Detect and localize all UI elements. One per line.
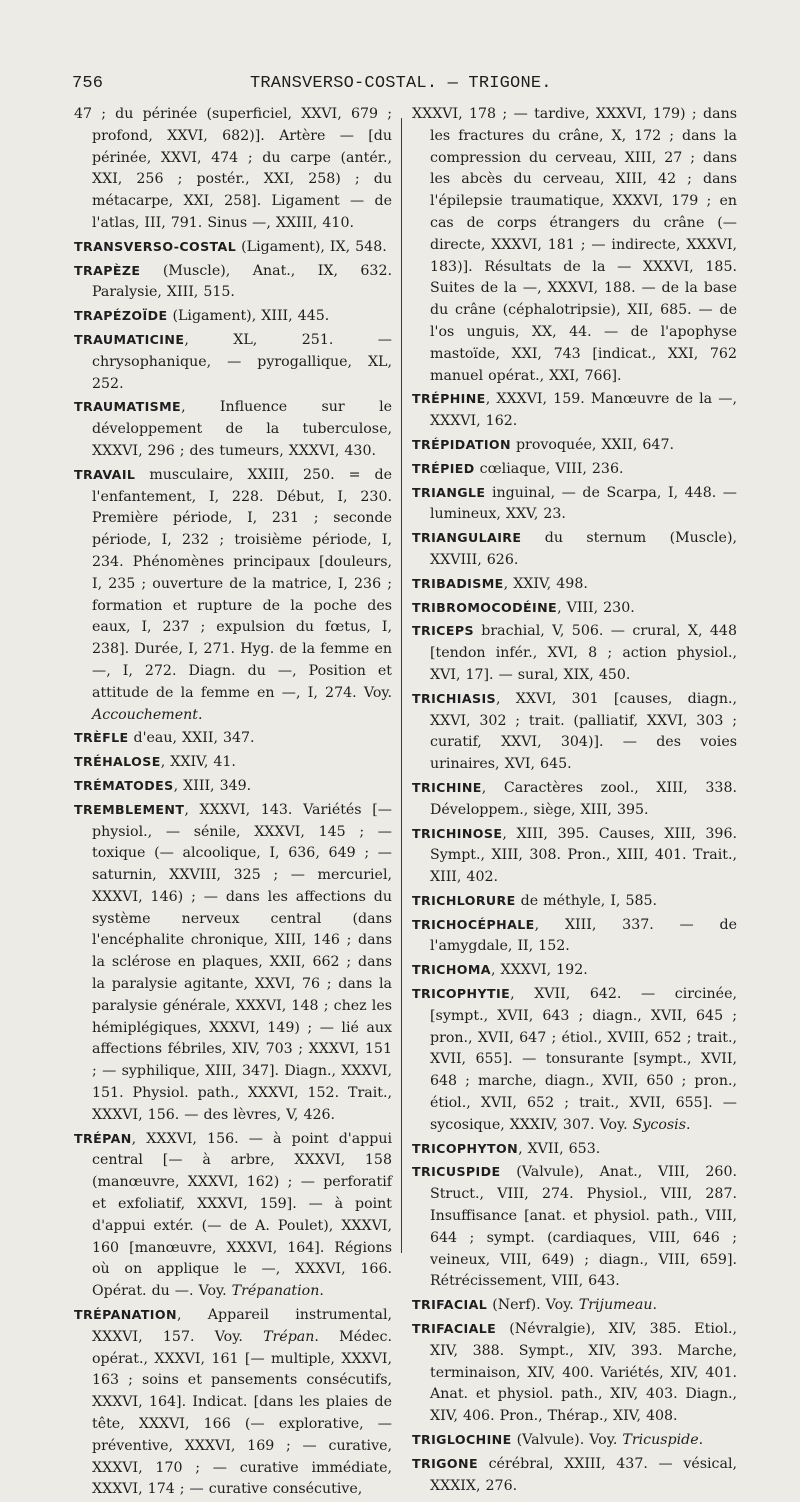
index-entry [412, 527, 737, 572]
index-entry [412, 1161, 737, 1293]
index-entry [412, 959, 737, 982]
entry-headword: TRÉPHINE [412, 391, 486, 407]
entry-tail: . [652, 1297, 658, 1314]
index-entry [412, 597, 737, 620]
entry-text: , Caractères zool., XIII, 338. Développem., siège, XIII, 395. [430, 779, 737, 818]
entry-text: , Influence sur le développement de la tuberculose, XXXVI, 296 ; des tumeurs, XXXVI, 430. [92, 399, 392, 459]
index-entry [74, 260, 392, 305]
index-entry [412, 1318, 737, 1428]
index-entry [74, 751, 392, 774]
entry-text: brachial, V, 506. — crural, X, 448 [tendon infér., XVI, 8 ; action physiol., XVI, 17]. — sural, XIX, 450. [430, 623, 737, 683]
entry-cross-reference: Trépan [263, 1328, 315, 1345]
entry-text: , XXXVI, 159. Manœuvre de la —, XXXVI, 162. [430, 391, 737, 430]
entry-text: , XIII, 337. — de l'amygdale, II, 152. [430, 916, 737, 955]
entry-text: , XXXVI, 156. — à point d'appui central [— à arbre, XXXVI, 158 (manœuvre, XXXVI, 162) ; — perforatif et exfoliatif, XXXVI, 159]. — à point d'appui extér. (— de A. Poulet), XXXVI, 160 [manœuvre, XXXVI, 164]. Régions où on applique le —, XXXVI, 166. Opérat. du —. Voy. [92, 1130, 392, 1300]
entry-headword: TRIGLOCHINE [412, 1432, 512, 1448]
index-entry [412, 823, 737, 889]
entry-text: inguinal, — de Scarpa, I, 448. — lumineux, XXV, 23. [430, 484, 737, 523]
entry-text: , XXXVI, 143. Variétés [— physiol., — sénile, XXXVI, 145 ; — toxique (— alcoolique, I, 636, 649 ; — saturnin, XXVIII, 325 ; — mercuriel, XXXVI, 146) ; — dans les affections du système nerveux central (dans l'encéphalite chronique, XIII, 146 ; dans la sclérose en plaques, XXII, 662 ; dans la paralysie agitante, XXVI, 76 ; dans la paralysie générale, XXXVI, 148 ; chez les hémiplégiques, XXXVI, 149) ; — lié aux affections fébriles, XIV, 703 ; XXXVI, 151 ; — syphilique, XIII, 347]. Diagn., XXXVI, 151. Physiol. path., XXXVI, 152. Trait., XXXVI, 156. — des lèvres, V, 426. [92, 801, 392, 1123]
entry-text: , XVII, 642. — circinée, [sympt., XVII, 643 ; diagn., XVII, 645 ; pron., XVII, 647 ; étiol., XVIII, 652 ; trait., XVII, 655]. — tonsurante [sympt., XVII, 648 ; marche, diagn., XVII, 650 ; pron., étiol., XVII, 652 ; trait., XVII, 655]. — sycosique, XXXIV, 307. Voy. [430, 986, 737, 1133]
entry-headword: TRANSVERSO-COSTAL [74, 238, 237, 254]
index-entry [412, 1453, 737, 1498]
column-divider [401, 118, 402, 1253]
entry-text: , XL, 251. — chrysophanique, — pyrogallique, XL, 252. [92, 331, 392, 392]
entry-text: , XXIV, 498. [503, 575, 588, 592]
entry-headword: TRICHOCÉPHALE [412, 916, 535, 932]
index-entry [412, 482, 737, 527]
entry-headword: TRICHIASIS [412, 690, 497, 706]
entry-cross-reference: Trijumeau [578, 1297, 653, 1314]
entry-headword: TRIBADISME [412, 575, 504, 591]
entry-text: (Nerf). Voy. [487, 1297, 579, 1314]
index-entry [74, 236, 392, 259]
entry-headword: TRIBROMOCODÉINE [412, 599, 558, 615]
entry-headword: TRÉMATODES [74, 777, 174, 793]
entry-headword: TRICOPHYTON [412, 1140, 519, 1156]
index-entry [412, 573, 737, 596]
index-entry [74, 305, 392, 328]
entry-headword: TRICUSPIDE [412, 1164, 501, 1180]
entry-headword: TRICHOMA [412, 962, 491, 978]
index-entry [74, 775, 392, 798]
entry-headword: TRAUMATICINE [74, 331, 185, 347]
entry-headword: TRICHINE [412, 779, 482, 795]
entry-text: , VIII, 230. [557, 599, 635, 616]
entry-headword: TRIANGLE [412, 484, 486, 500]
entry-headword: TRIFACIAL [412, 1297, 488, 1313]
index-entry [74, 1128, 392, 1303]
entry-headword: TRAPÈZE [74, 262, 141, 278]
index-entry [412, 1138, 737, 1161]
index-entry [412, 620, 737, 686]
index-entry [412, 983, 737, 1137]
entry-cross-reference: Accouchement [92, 706, 198, 723]
entry-cross-reference: Trépanation [231, 1283, 320, 1300]
entry-headword: TRICHINOSE [412, 825, 503, 841]
entry-text: (Muscle), Anat., IX, 632. Paralysie, XIII, 515. [92, 262, 392, 301]
page-header [72, 74, 762, 100]
index-entry [74, 1304, 392, 1501]
entry-text: , XXVI, 301 [causes, diagn., XXVI, 302 ; trait. (palliatif, XXVI, 303 ; curatif, XXVI, 304)]. — des voies urinaires, XVI, 645. [430, 690, 737, 773]
index-entry [74, 396, 392, 462]
entry-headword: TRAUMATISME [74, 399, 182, 415]
index-entry [412, 104, 737, 387]
entry-tail: . Médec. opérat., XXXVI, 161 [— multiple, XXXVI, 163 ; soins et pansements consécutifs, XXXVI, 164]. Indicat. [dans les plaies de tête, XXXVI, 166 (— explorative, — préventive, XXXVI, 169 ; — curative, XXXVI, 170 ; — curative immédiate, XXXVI, 174 ; — curative consécutive, [92, 1328, 392, 1498]
entry-headword: TRAVAIL [74, 466, 136, 482]
index-entry [412, 688, 737, 776]
right-column [412, 104, 737, 1498]
index-entry [74, 329, 392, 395]
entry-text: , XIII, 395. Causes, XIII, 396. Sympt., XIII, 308. Pron., XIII, 401. Trait., XIII, 402. [430, 825, 737, 886]
entry-headword: TRÉPIDATION [412, 436, 511, 452]
index-entry [412, 458, 737, 481]
index-entry [74, 104, 392, 235]
page-number: 756 [72, 74, 104, 93]
entry-cross-reference: Tricuspide [622, 1432, 699, 1449]
entry-text: , Appareil instrumental, XXXVI, 157. Voy. [92, 1307, 392, 1345]
entry-text: musculaire, XXIII, 250. = de l'enfantement, I, 228. Début, I, 230. Première période, I, 231 ; seconde période, I, 232 ; troisième période, I, 234. Phénomènes principaux [douleurs, I, 235 ; ouverture de la matrice, I, 236 ; formation et rupture de la poche des eaux, I, 237 ; expulsion du fœtus, I, 238]. Durée, I, 271. Hyg. de la femme en —, I, 272. Diagn. du —, Position et attitude de la femme en —, I, 274. Voy. [92, 466, 392, 701]
entry-headword: TRÉPAN [74, 1130, 132, 1146]
entry-text: cérébral, XXIII, 437. — vésical, XXXIX, 276. [430, 1455, 737, 1494]
entry-headword: TRAPÉZOÏDE [74, 308, 168, 324]
index-entry [412, 1429, 737, 1452]
entry-headword: TRIGONE [412, 1455, 478, 1471]
index-entry [74, 727, 392, 750]
entry-text: 47 ; du périnée (superficiel, XXVI, 679 ; profond, XXVI, 682)]. Artère — [du périnée, XXVI, 474 ; du carpe (antér., XXI, 256 ; postér., XXI, 258) ; du métacarpe, XXI, 258]. Ligament — de l'atlas, III, 791. Sinus —, XXIII, 410. [74, 106, 392, 231]
entry-text: (Valvule). Voy. [511, 1432, 623, 1449]
entry-tail: . [319, 1283, 324, 1300]
entry-headword: TRIFACIALE [412, 1321, 497, 1337]
entry-text: , XIII, 349. [173, 777, 252, 794]
entry-headword: TRIANGULAIRE [412, 530, 522, 546]
entry-text: , XXXVI, 192. [490, 962, 588, 979]
index-entry [412, 890, 737, 913]
entry-text: (Névralgie), XIV, 385. Etiol., XIV, 388. Sympt., XIV, 393. Marche, terminaison, XIV, 400. Variétés, XIV, 401. Anat. et physiol. path., XIV, 403. Diagn., XIV, 406. Pron., Thérap., XIV, 408. [430, 1321, 737, 1425]
entry-tail: . [686, 1116, 691, 1133]
index-entry [412, 777, 737, 822]
entry-text: provoquée, XXII, 647. [510, 436, 674, 453]
entry-text: cœliaque, VIII, 236. [474, 460, 624, 477]
index-entry [412, 434, 737, 457]
entry-headword: TRÉPIED [412, 460, 475, 476]
entry-headword: TRICEPS [412, 623, 474, 639]
entry-text: (Ligament), IX, 548. [236, 238, 387, 255]
entry-text: (Valvule), Anat., VIII, 260. Struct., VIII, 274. Physiol., VIII, 287. Insuffisance [anat. et physiol. path., VIII, 644 ; sympt. (cardiaques, VIII, 646 ; veineux, VIII, 649) ; diagn., VIII, 659]. Rétrécissement, VIII, 643. [430, 1164, 737, 1290]
entry-text: , XXIV, 41. [160, 754, 236, 771]
entry-headword: TRICOPHYTIE [412, 986, 511, 1002]
entry-tail: . [698, 1432, 704, 1449]
index-entry [412, 914, 737, 959]
entry-text: de méthyle, I, 585. [515, 892, 658, 909]
index-entry [74, 799, 392, 1127]
entry-headword: TRÉHALOSE [74, 754, 161, 770]
entry-tail: . [197, 706, 203, 723]
index-entry [412, 1294, 737, 1317]
entry-headword: TRÈFLE [74, 730, 129, 746]
index-entry [74, 464, 392, 727]
entry-text: , XVII, 653. [518, 1140, 601, 1157]
running-title: TRANSVERSO-COSTAL. — TRIGONE. [250, 74, 552, 93]
entry-headword: TRÉPANATION [74, 1307, 177, 1323]
entry-text: d'eau, XXII, 347. [128, 730, 255, 747]
entry-cross-reference: Sycosis [632, 1116, 686, 1133]
entry-headword: TRICHLORURE [412, 892, 516, 908]
entry-text: du sternum (Muscle), XXVIII, 626. [430, 530, 737, 568]
index-entry [412, 388, 737, 433]
left-column [74, 104, 392, 1502]
entry-text: (Ligament), XIII, 445. [167, 308, 330, 325]
entry-text: XXXVI, 178 ; — tardive, XXXVI, 179) ; dans les fractures du crâne, X, 172 ; dans la compression du cerveau, XIII, 27 ; dans les abcès du cerveau, XIII, 42 ; dans l'épilepsie traumatique, XXXVI, 179 ; en cas de corps étrangers du crâne (— directe, XXXVI, 181 ; — indirecte, XXXVI, 183)]. Résultats de la — XXXVI, 185. Suites de la —, XXXVI, 188. — de la base du crâne (céphalotripsie), XII, 685. — de l'os unguis, XX, 44. — de l'apophyse mastoïde, XXI, 743 [indicat., XXI, 762 manuel opérat., XXI, 766]. [412, 106, 737, 384]
entry-headword: TREMBLEMENT [74, 801, 185, 817]
